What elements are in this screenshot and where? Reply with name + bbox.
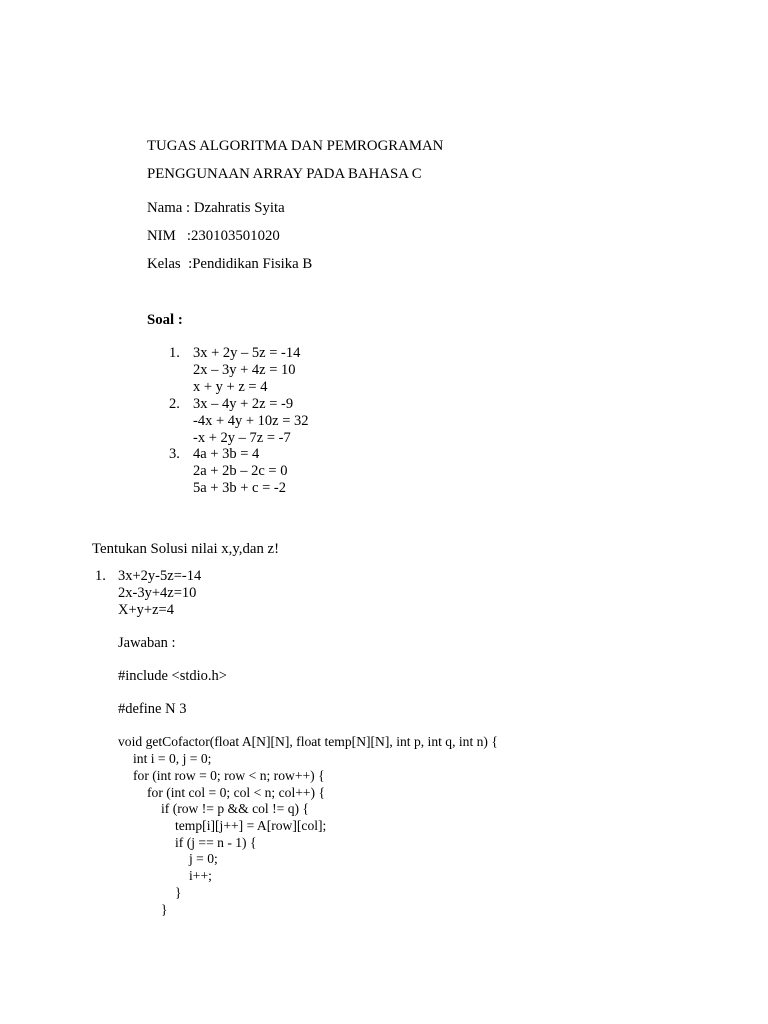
instruction-text: Tentukan Solusi nilai x,y,dan z! (92, 541, 280, 557)
soal-equation: 4a + 3b = 4 (193, 446, 260, 462)
code-line: int i = 0, j = 0; (133, 751, 212, 766)
code-line: j = 0; (189, 851, 218, 866)
soal-equation: x + y + z = 4 (193, 379, 268, 395)
soal-item-number: 2. (169, 396, 180, 412)
code-line: for (int col = 0; col < n; col++) { (147, 785, 325, 800)
code-line: if (row != p && col != q) { (161, 801, 309, 816)
soal-equation: 3x + 2y – 5z = -14 (193, 345, 301, 361)
student-name: Nama : Dzahratis Syita (147, 200, 285, 216)
answer-equation: 3x+2y-5z=-14 (118, 568, 202, 584)
code-line: } (161, 902, 168, 917)
answer-equation: 2x-3y+4z=10 (118, 585, 197, 601)
soal-equation: 2a + 2b – 2c = 0 (193, 463, 288, 479)
document-subtitle: PENGGUNAAN ARRAY PADA BAHASA C (147, 166, 422, 182)
soal-equation: 5a + 3b + c = -2 (193, 480, 286, 496)
soal-equation: -x + 2y – 7z = -7 (193, 430, 291, 446)
answer-number: 1. (95, 568, 106, 584)
soal-equation: 3x – 4y + 2z = -9 (193, 396, 294, 412)
code-line: if (j == n - 1) { (175, 835, 257, 850)
soal-item-number: 1. (169, 345, 180, 361)
code-line: } (175, 885, 182, 900)
code-include: #include <stdio.h> (118, 668, 227, 684)
student-class: Kelas :Pendidikan Fisika B (147, 256, 313, 272)
code-line: void getCofactor(float A[N][N], float temp[N][N], int p, int q, int n) { (118, 734, 498, 749)
code-line: for (int row = 0; row < n; row++) { (133, 768, 325, 783)
soal-equation: 2x – 3y + 4z = 10 (193, 362, 296, 378)
jawaban-label: Jawaban : (118, 635, 176, 651)
soal-item-number: 3. (169, 446, 180, 462)
soal-label: Soal : (147, 312, 183, 328)
answer-equation: X+y+z=4 (118, 602, 174, 618)
soal-equation: -4x + 4y + 10z = 32 (193, 413, 309, 429)
document-title: TUGAS ALGORITMA DAN PEMROGRAMAN (147, 138, 444, 154)
code-line: i++; (189, 868, 212, 883)
code-define: #define N 3 (118, 701, 187, 717)
code-line: temp[i][j++] = A[row][col]; (175, 818, 327, 833)
student-nim: NIM :230103501020 (147, 228, 280, 244)
